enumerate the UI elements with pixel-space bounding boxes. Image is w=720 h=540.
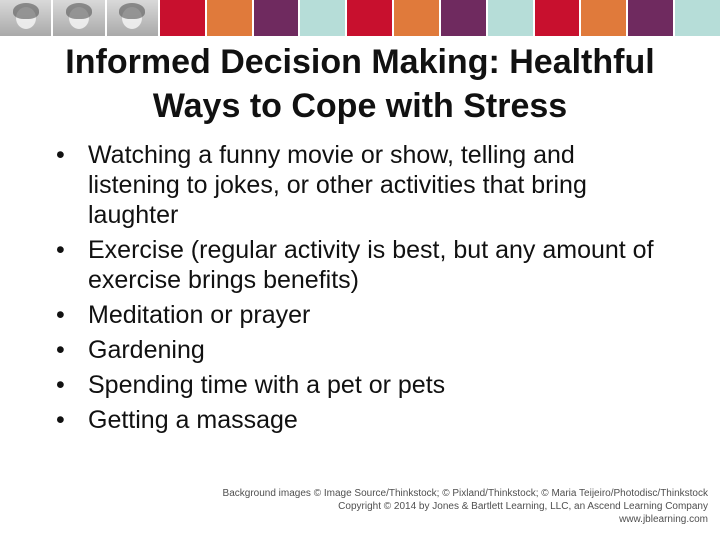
color-block bbox=[300, 0, 345, 36]
bullet-item bbox=[56, 370, 666, 400]
image-credit: Background images © Image Source/Thinkstock; © Pixland/Thinkstock; © Maria Teijeiro/Photodisc/Thinkstock bbox=[222, 488, 708, 499]
bullet-item bbox=[56, 335, 666, 365]
color-block bbox=[488, 0, 533, 36]
slide-title-line-2: Ways to Cope with Stress bbox=[152, 87, 568, 125]
copyright-notice: Copyright © 2014 by Jones & Bartlett Learning, LLC, an Ascend Learning Company bbox=[338, 501, 708, 512]
bullet-text: Spending time with a pet or pets bbox=[88, 371, 446, 399]
color-block bbox=[628, 0, 673, 36]
photo-strip bbox=[0, 0, 158, 36]
color-block bbox=[441, 0, 486, 36]
bullet-item bbox=[56, 405, 666, 435]
bullet-icon: • bbox=[56, 371, 65, 399]
bullet-icon: • bbox=[56, 301, 65, 329]
color-block bbox=[254, 0, 299, 36]
bullet-icon: • bbox=[56, 336, 65, 364]
color-block bbox=[675, 0, 720, 36]
bullet-item bbox=[56, 300, 666, 330]
baby-photo-icon bbox=[0, 0, 51, 36]
bullet-icon: • bbox=[56, 406, 65, 434]
color-block bbox=[535, 0, 580, 36]
bullet-icon: • bbox=[56, 236, 65, 264]
child-photo-icon bbox=[53, 0, 104, 36]
slide-title bbox=[20, 40, 700, 128]
publisher-website: www.jblearning.com bbox=[619, 514, 708, 525]
color-block bbox=[394, 0, 439, 36]
credits bbox=[148, 487, 708, 526]
header-banner bbox=[0, 0, 720, 36]
color-block bbox=[160, 0, 205, 36]
bullet-text: Watching a funny movie or show, telling and listening to jokes, or other activities that bring laughter bbox=[88, 141, 587, 229]
bullet-list bbox=[56, 140, 666, 440]
color-block bbox=[207, 0, 252, 36]
bullet-text: Exercise (regular activity is best, but any amount of exercise brings benefits) bbox=[88, 236, 654, 294]
bullet-item bbox=[56, 140, 666, 230]
woman-photo-icon bbox=[107, 0, 158, 36]
bullet-text: Meditation or prayer bbox=[88, 301, 311, 329]
bullet-text: Gardening bbox=[88, 336, 205, 364]
color-block bbox=[581, 0, 626, 36]
color-block bbox=[347, 0, 392, 36]
bullet-item bbox=[56, 235, 666, 295]
bullet-icon: • bbox=[56, 141, 65, 169]
color-block-strip bbox=[160, 0, 720, 36]
slide-title-line-1: Informed Decision Making: Healthful bbox=[65, 43, 655, 81]
bullet-text: Getting a massage bbox=[88, 406, 298, 434]
